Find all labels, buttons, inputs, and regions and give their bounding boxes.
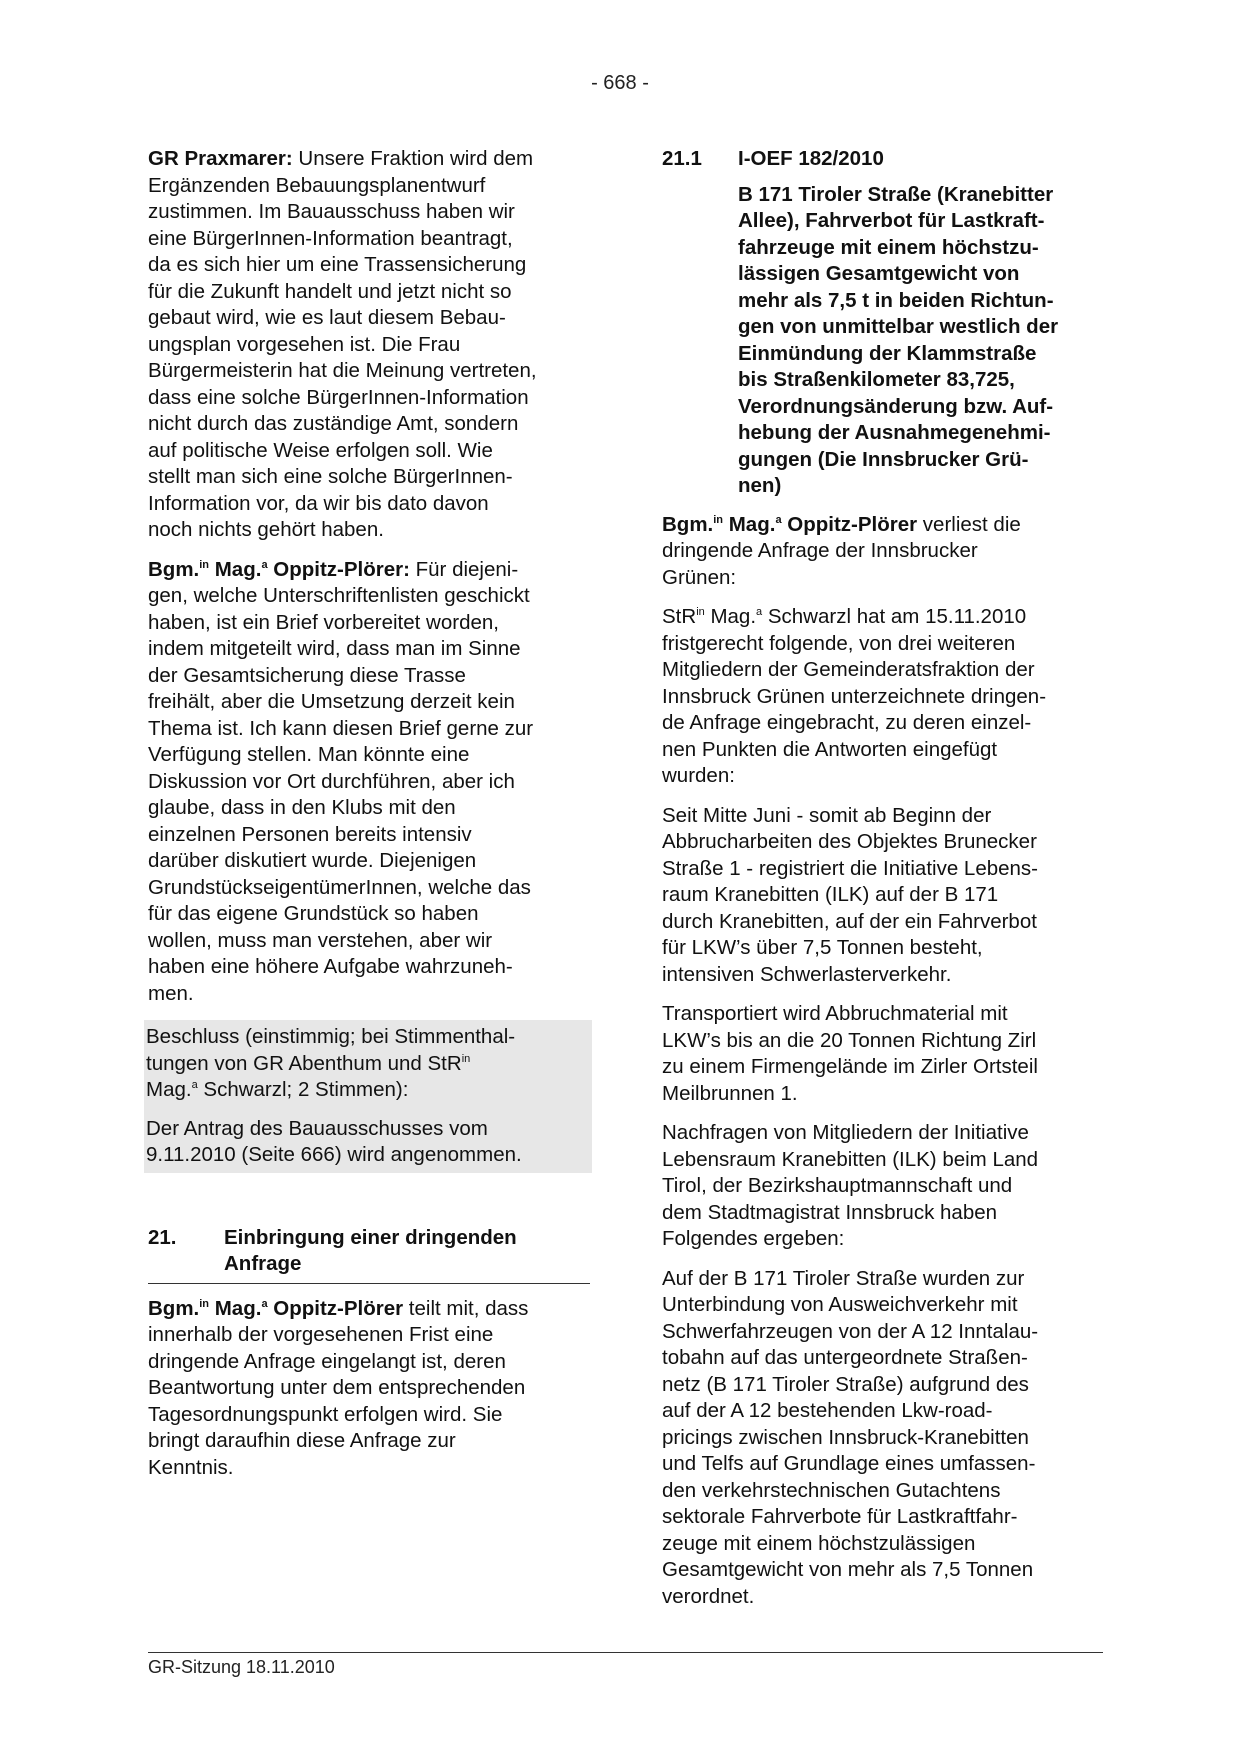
left-column: [148, 146, 588, 1494]
agenda-title: B 171 Tiroler Straße (Kranebitter Allee), Fahrverbot für Lastkraft- fahrzeuge mit einem höchstzu- lässigen Gesamtgewicht von mehr als 7,5 t in beiden Richtun- gen von unmittelbar westlich der Einmündung der Klammstraße bis Straßenkilometer 83,725, Verordnungsänderung bzw. Auf- hebung der Ausnahmegenehmi- gungen (Die Innsbrucker Grü- nen): [738, 182, 1059, 497]
section-heading-21: [148, 1225, 590, 1284]
resolution-vote: Beschluss (einstimmig; bei Stimmenthal- tungen von GR Abenthum und StR$^{in}$ Mag.$^a$ Schwarzl; 2 Stimmen):: [146, 1025, 516, 1101]
paragraph-mayor-announcement: Bgm.$^{in}$ Mag.$^a$ Oppitz-Plörer teilt mit, dass innerhalb der vorgesehenen Frist eine dringende Anfrage eingelangt ist, deren Beantwortung unter dem entsprechenden Tagesordnungspunkt erfolgen wird. Sie bringt daraufhin diese Anfrage zur Kenntnis.: [148, 1296, 529, 1479]
speaker-name: GR Praxmarer:: [148, 147, 293, 170]
paragraph-praxmarer: GR Praxmarer: Unsere Fraktion wird dem Ergänzenden Bebauungsplanentwurf zustimmen. Im Bauausschuss haben wir eine BürgerInnen-Information beantragt, da es sich hier um eine Trassensicherung für die Zukunft handelt und jetzt nicht so gebaut wird, wie es laut diesem Bebau- ungsplan vorgesehen ist. Die Frau Bürgermeisterin hat die Meinung vertreten, dass eine solche BürgerInnen-Information nicht durch das zuständige Amt, sondern auf politische Weise erfolgen soll. Wie stellt man sich eine solche BürgerInnen- Information vor, da wir bis dato davon noch nichts gehört haben.: [148, 147, 537, 541]
right-column: [662, 146, 1107, 1623]
page-number: - 668 -: [591, 72, 649, 94]
paragraph-mayor-reads: Bgm.$^{in}$ Mag.$^a$ Oppitz-Plörer verliest die dringende Anfrage der Innsbrucker Grünen:: [662, 512, 1021, 589]
speaker-name: Bgm.$^{in}$ Mag.$^a$ Oppitz-Plörer: [662, 512, 918, 536]
agenda-number: 21.1: [662, 147, 702, 170]
section-number: 21.: [148, 1225, 177, 1249]
paragraph-inquiries: Nachfragen von Mitgliedern der Initiative Lebensraum Kranebitten (ILK) beim Land Tirol, der Bezirkshauptmannschaft und dem Stadtmagistrat Innsbruck haben Folgendes ergeben:: [662, 1121, 1039, 1250]
paragraph-regulation: Auf der B 171 Tiroler Straße wurden zur Unterbindung von Ausweichverkehr mit Schwerfahrzeugen von der A 12 Inntalau- tobahn auf das untergeordnete Straßen- netz (B 171 Tiroler Straße) aufgrund des auf der A 12 bestehenden Lkw-road- pricings zwischen Innsbruck-Kranebitten und Telfs auf Grundlage eines umfassen- den verkehrstechnischen Gutachtens sektorale Fahrverbote für Lastkraftfahr- zeuge mit einem höchstzulässigen Gesamtgewicht von mehr als 7,5 Tonnen verordnet.: [662, 1266, 1039, 1608]
paragraph-traffic-report: Seit Mitte Juni - somit ab Beginn der Abbrucharbeiten des Objektes Brunecker Straße 1 - registriert die Initiative Lebens- raum Kranebitten (ILK) auf der B 171 durch Kranebitten, auf der ein Fahrverbot für LKW’s über 7,5 Tonnen besteht, intensiven Schwerlasterverkehr.: [662, 803, 1038, 986]
paragraph-inquiry-intro: StR$^{in}$ Mag.$^a$ Schwarzl hat am 15.11.2010 fristgerecht folgende, von drei weiteren Mitgliedern der Gemeinderatsfraktion der Innsbruck Grünen unterzeichnete dringen- de Anfrage eingebracht, zu deren einzel- nen Punkten die Antworten eingefügt wurden:: [662, 605, 1047, 787]
section-title: Einbringung einer dringenden Anfrage: [224, 1225, 517, 1275]
resolution-result: Der Antrag des Bauausschusses vom 9.11.2010 (Seite 666) wird angenommen.: [146, 1116, 522, 1166]
paragraph-mayor-reply: Bgm.$^{in}$ Mag.$^a$ Oppitz-Plörer: Für diejeni- gen, welche Unterschriftenlisten geschickt haben, ist ein Brief vorbereitet worden, indem mitgeteilt wird, dass man im Sinne der Gesamtsicherung diese Trasse freihält, aber die Umsetzung derzeit kein Thema ist. Ich kann diesen Brief gerne zur Verfügung stellen. Man könnte eine Diskussion vor Ort durchführen, aber ich glaube, dass in den Klubs mit den einzelnen Personen bereits intensiv darüber diskutiert wurde. Diejenigen GrundstückseigentümerInnen, welche das für das eigene Grundstück so haben wollen, muss man verstehen, aber wir haben eine höhere Aufgabe wahrzuneh- men.: [148, 557, 534, 1005]
agenda-item-header: [662, 146, 1107, 173]
footer-rule: [148, 1652, 1103, 1653]
agenda-code: I-OEF 182/2010: [738, 147, 884, 170]
speaker-name: Bgm.$^{in}$ Mag.$^a$ Oppitz-Plörer: [148, 1296, 404, 1320]
resolution-box: [144, 1020, 592, 1173]
speaker-name: Bgm.$^{in}$ Mag.$^a$ Oppitz-Plörer:: [148, 557, 410, 581]
paragraph-transport: Transportiert wird Abbruchmaterial mit LKW’s bis an die 20 Tonnen Richtung Zirl zu einem Firmengelände im Zirler Ortsteil Meilbrunnen 1.: [662, 1002, 1038, 1105]
footer-text: GR-Sitzung 18.11.2010: [148, 1657, 335, 1677]
